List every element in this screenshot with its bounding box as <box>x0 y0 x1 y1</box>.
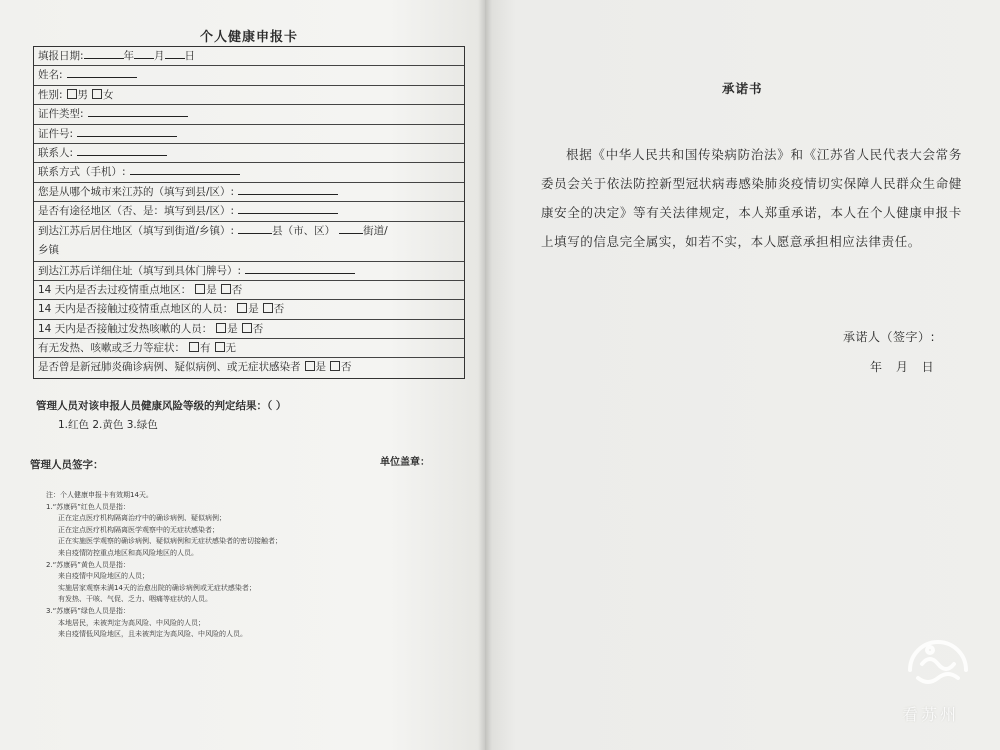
note-line: 正在实施医学观察的确诊病例、疑似病例和无症状感染者的密切接触者； <box>58 537 282 546</box>
yes-label: 是 <box>248 303 259 316</box>
form-row <box>34 163 464 182</box>
note-line: 正在定点医疗机构隔离治疗中的确诊病例、疑似病例； <box>58 514 226 523</box>
form-row-label: 14 天内是否去过疫情重点地区： <box>38 283 192 296</box>
form-row <box>34 202 464 221</box>
note-line: 实施居家观察未满14天的治愈出院的确诊病例或无症状感染者； <box>58 583 256 592</box>
form-row <box>34 105 464 124</box>
form-row-label: 姓名: <box>38 69 63 82</box>
note-line: 正在定点医疗机构隔离医学观察中的无症状感染者； <box>58 525 219 534</box>
field-blank[interactable] <box>238 203 338 214</box>
form-row <box>34 339 464 358</box>
form-row <box>34 66 464 85</box>
no-checkbox[interactable] <box>221 284 231 294</box>
form-row-label: 是否有途径地区（否、是：填写到县/区）: <box>38 205 235 218</box>
watermark-text: 看苏州 <box>902 705 960 724</box>
form-row-label: 14 天内是否接触过发热咳嗽的人员： <box>38 322 213 335</box>
risk-judgement-label: 管理人员对该申报人员健康风险等级的判定结果：（ ） <box>36 400 287 412</box>
pledge-body: 根据《中华人民共和国传染病防治法》和《江苏省人民代表大会常务委员会关于依法防控新型冠状病毒感染肺炎疫情切实保障人民群众生命健康安全的决定》等有关法律规定，本人郑重承诺，本人在个人健康申报卡上填写的信息完全属实，如若不实，本人愿意承担相应法律责任。 <box>541 147 962 249</box>
form-row <box>34 358 464 377</box>
day-blank[interactable] <box>165 48 185 59</box>
town-label: 乡镇 <box>38 243 59 256</box>
form-row-label: 是否曾是新冠肺炎确诊病例、疑似病例、或无症状感染者 <box>38 361 301 374</box>
yes-label: 是 <box>227 322 238 335</box>
note-line: 来自疫情中风险地区的人员； <box>58 572 149 581</box>
field-blank[interactable] <box>245 263 355 274</box>
no-checkbox[interactable] <box>215 342 225 352</box>
form-row-label: 填报日期: <box>38 50 84 62</box>
street-blank[interactable] <box>339 223 363 234</box>
note-line: 本地居民，未被判定为高风险、中风险的人员； <box>58 618 205 627</box>
field-blank[interactable] <box>130 164 240 175</box>
note-line: 来自疫情低风险地区，且未被判定为高风险、中风险的人员。 <box>58 630 247 639</box>
notes-section <box>46 490 376 641</box>
note-line: 来自疫情防控重点地区和高风险地区的人员。 <box>58 548 198 557</box>
pledger-signature-label: 承诺人（签字）: <box>843 330 936 344</box>
yes-label: 是 <box>315 361 326 374</box>
no-checkbox[interactable] <box>263 303 273 313</box>
form-row <box>34 144 464 163</box>
no-checkbox[interactable] <box>242 323 252 333</box>
form-row-label: 到达江苏后居住地区（填写到街道/乡镇）: <box>38 224 235 237</box>
form-row-label: 有无发热、咳嗽或乏力等症状： <box>38 342 185 355</box>
form-row <box>34 320 464 339</box>
yes-label: 是 <box>206 283 217 296</box>
male-label: 男 <box>77 88 89 101</box>
form-row-label: 联系人: <box>38 146 74 159</box>
form-row-label: 到达江苏后详细住址（填写到具体门牌号）: <box>38 264 242 277</box>
note-line: 2.“苏康码”黄色人员是指： <box>46 560 130 569</box>
form-row <box>34 125 464 144</box>
yes-checkbox[interactable] <box>195 284 205 294</box>
form-row <box>34 183 464 202</box>
county-blank[interactable] <box>238 223 272 234</box>
form-row-label: 14 天内是否接触过疫情重点地区的人员： <box>38 303 234 316</box>
page-fold-shadow <box>478 0 492 750</box>
yes-label: 有 <box>200 342 211 355</box>
yes-checkbox[interactable] <box>305 361 315 371</box>
form-row <box>34 262 464 281</box>
male-checkbox[interactable] <box>67 89 77 99</box>
month-blank[interactable] <box>134 48 154 59</box>
female-checkbox[interactable] <box>92 89 102 99</box>
field-blank[interactable] <box>77 145 167 156</box>
field-blank[interactable] <box>77 126 177 137</box>
form-row-label: 证件类型: <box>38 108 84 121</box>
form-row-label: 您是从哪个城市来江苏的（填写到县/区）: <box>38 185 235 198</box>
yes-checkbox[interactable] <box>237 303 247 313</box>
no-label: 否 <box>231 283 243 296</box>
no-checkbox[interactable] <box>330 361 340 371</box>
form-row-label: 证件号: <box>38 127 74 140</box>
form-row <box>34 281 464 300</box>
day-label: 日 <box>184 50 196 62</box>
form-row <box>34 222 464 262</box>
no-label: 无 <box>225 342 236 355</box>
declaration-form-table <box>33 46 465 379</box>
watermark-logo-icon <box>900 630 976 694</box>
month-label: 月 <box>154 50 165 62</box>
county-label: 县（市、区） <box>272 224 336 237</box>
form-row <box>34 300 464 319</box>
year-blank[interactable] <box>84 48 124 59</box>
no-label: 否 <box>252 322 264 335</box>
street-label: 街道/ <box>363 224 388 237</box>
no-label: 否 <box>273 303 285 316</box>
form-row <box>34 47 464 66</box>
field-blank[interactable] <box>238 184 338 195</box>
yes-checkbox[interactable] <box>189 342 199 352</box>
yes-checkbox[interactable] <box>216 323 226 333</box>
note-line: 有发热、干咳、气促、乏力、咽痛等症状的人员。 <box>58 595 212 604</box>
year-label: 年 <box>123 50 135 62</box>
form-row-label: 性别: <box>38 88 63 101</box>
pledge-date-label: 年 月 日 <box>870 360 934 374</box>
watermark <box>894 630 984 740</box>
card-title: 个人健康申报卡 <box>200 30 299 45</box>
form-row-label: 联系方式（手机）: <box>38 166 126 179</box>
no-label: 否 <box>341 361 352 374</box>
unit-seal-label: 单位盖章： <box>380 457 430 468</box>
pledge-title: 承诺书 <box>722 81 763 96</box>
note-line: 3.“苏康码”绿色人员是指： <box>46 606 130 615</box>
health-declaration-page <box>0 0 485 750</box>
field-blank[interactable] <box>67 67 137 78</box>
field-blank[interactable] <box>88 106 188 117</box>
risk-color-options: 1.红色 2.黄色 3.绿色 <box>58 419 158 431</box>
note-line: 注：个人健康申报卡有效期14天。 <box>46 491 153 499</box>
note-line: 1.“苏康码”红色人员是指： <box>46 502 130 511</box>
form-row <box>34 86 464 105</box>
female-label: 女 <box>103 88 114 101</box>
manager-signature-label: 管理人员签字： <box>30 459 104 471</box>
